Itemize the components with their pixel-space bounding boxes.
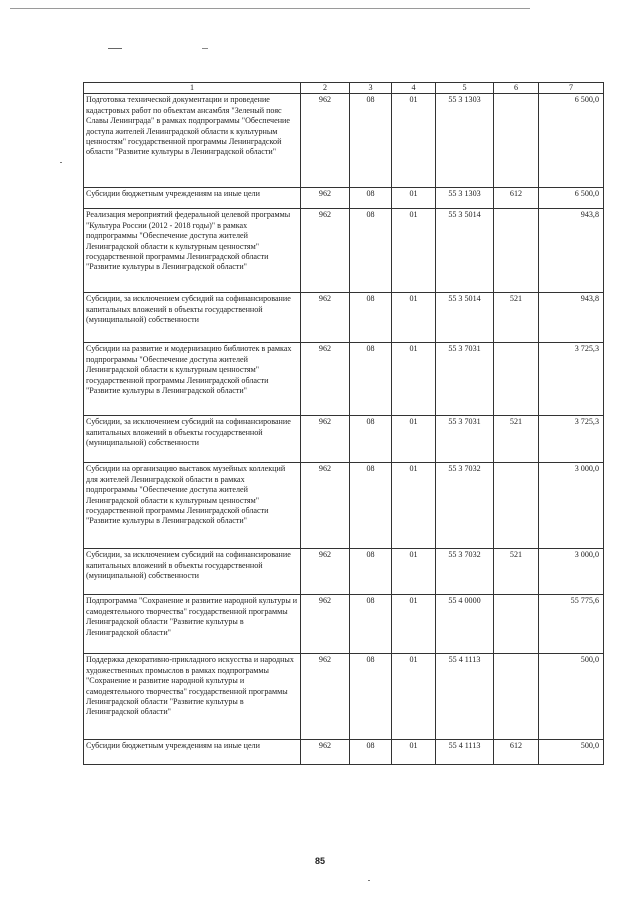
cell-target-article: 55 3 7031: [436, 416, 494, 463]
row-description: Подготовка технической документации и проведение кадастровых работ по объектам ансамбля "Зеленый пояс Славы Ленинграда" в рамках подпрограммы "Обеспечение доступа жителей Ленинградской области к культурным ценностям" государственной программы Ленинградской области "Развитие культуры в Ленинградской области": [84, 94, 301, 188]
cell-expense-type: 612: [494, 188, 539, 209]
cell-expense-type: 521: [494, 549, 539, 595]
row-description: Субсидии, за исключением субсидий на софинансирование капитальных вложений в объекты государственной (муниципальной) собственности: [84, 293, 301, 343]
table-row: [84, 416, 604, 463]
cell-subsection: 01: [392, 94, 436, 188]
column-header: 4: [392, 83, 436, 94]
cell-expense-type: [494, 343, 539, 416]
cell-ministry-code: 962: [301, 549, 350, 595]
cell-section: 08: [350, 188, 392, 209]
cell-ministry-code: 962: [301, 654, 350, 740]
cell-amount: 55 775,6: [539, 595, 604, 654]
cell-subsection: 01: [392, 549, 436, 595]
table-row: [84, 463, 604, 549]
cell-target-article: 55 4 1113: [436, 740, 494, 765]
cell-target-article: 55 3 7031: [436, 343, 494, 416]
cell-subsection: 01: [392, 416, 436, 463]
scan-edge-line: [10, 8, 530, 9]
cell-ministry-code: 962: [301, 416, 350, 463]
cell-ministry-code: 962: [301, 740, 350, 765]
table-row: [84, 595, 604, 654]
table-row: [84, 188, 604, 209]
row-description: Субсидии бюджетным учреждениям на иные цели: [84, 188, 301, 209]
cell-ministry-code: 962: [301, 188, 350, 209]
cell-ministry-code: 962: [301, 343, 350, 416]
column-header: 3: [350, 83, 392, 94]
cell-expense-type: 521: [494, 416, 539, 463]
row-description: Субсидии на развитие и модернизацию библиотек в рамках подпрограммы "Обеспечение доступа жителей Ленинградской области к культурным ценностям" государственной программы Ленинградской области "Развитие культуры в Ленинградской области": [84, 343, 301, 416]
cell-subsection: 01: [392, 595, 436, 654]
cell-target-article: 55 3 5014: [436, 209, 494, 293]
table-row: [84, 740, 604, 765]
column-header: 5: [436, 83, 494, 94]
table-row: [84, 293, 604, 343]
cell-section: 08: [350, 740, 392, 765]
cell-target-article: 55 3 1303: [436, 94, 494, 188]
cell-subsection: 01: [392, 343, 436, 416]
scan-mark: [202, 48, 208, 49]
scan-mark: [108, 48, 122, 49]
scan-speck: [368, 880, 370, 881]
cell-subsection: 01: [392, 293, 436, 343]
cell-section: 08: [350, 416, 392, 463]
cell-section: 08: [350, 343, 392, 416]
cell-subsection: 01: [392, 188, 436, 209]
cell-expense-type: [494, 94, 539, 188]
cell-section: 08: [350, 209, 392, 293]
cell-ministry-code: 962: [301, 463, 350, 549]
cell-expense-type: 612: [494, 740, 539, 765]
cell-target-article: 55 3 1303: [436, 188, 494, 209]
cell-ministry-code: 962: [301, 293, 350, 343]
column-header: 6: [494, 83, 539, 94]
cell-subsection: 01: [392, 654, 436, 740]
cell-amount: 6 500,0: [539, 94, 604, 188]
cell-subsection: 01: [392, 740, 436, 765]
table-row: [84, 549, 604, 595]
row-description: Субсидии, за исключением субсидий на софинансирование капитальных вложений в объекты государственной (муниципальной) собственности: [84, 549, 301, 595]
cell-amount: 500,0: [539, 740, 604, 765]
cell-section: 08: [350, 463, 392, 549]
table-row: [84, 654, 604, 740]
table-header-row: [84, 83, 604, 94]
cell-ministry-code: 962: [301, 94, 350, 188]
cell-ministry-code: 962: [301, 595, 350, 654]
cell-section: 08: [350, 293, 392, 343]
cell-amount: 943,8: [539, 293, 604, 343]
table-row: [84, 343, 604, 416]
cell-target-article: 55 3 7032: [436, 463, 494, 549]
cell-expense-type: [494, 595, 539, 654]
budget-table-container: [83, 82, 603, 765]
cell-section: 08: [350, 595, 392, 654]
cell-subsection: 01: [392, 463, 436, 549]
row-description: Подпрограмма "Сохранение и развитие народной культуры и самодеятельного творчества" государственной программы Ленинградской области "Развитие культуры в Ленинградской области": [84, 595, 301, 654]
table-row: [84, 209, 604, 293]
cell-amount: 3 725,3: [539, 343, 604, 416]
cell-amount: 3 725,3: [539, 416, 604, 463]
row-description: Субсидии на организацию выставок музейных коллекций для жителей Ленинградской области в рамках подпрограммы "Обеспечение доступа жителей Ленинградской области к культурным ценностям" государственной программы Ленинградской области "Развитие культуры в Ленинградской области": [84, 463, 301, 549]
cell-amount: 3 000,0: [539, 549, 604, 595]
page-number: 85: [314, 856, 325, 866]
row-description: Реализация мероприятий федеральной целевой программы "Культура России (2012 - 2018 годы)" в рамках подпрограммы "Обеспечение доступа жителей Ленинградской области к культурным ценностям" государственной программы Ленинградской области "Развитие культуры в Ленинградской области": [84, 209, 301, 293]
table-row: [84, 94, 604, 188]
cell-target-article: 55 3 5014: [436, 293, 494, 343]
cell-section: 08: [350, 654, 392, 740]
row-description: Поддержка декоративно-прикладного искусства и народных художественных промыслов в рамках подпрограммы "Сохранение и развитие народной культуры и самодеятельного творчества" государственной программы Ленинградской области "Развитие культуры в Ленинградской области": [84, 654, 301, 740]
budget-table: [83, 82, 604, 765]
cell-target-article: 55 4 1113: [436, 654, 494, 740]
column-header: 2: [301, 83, 350, 94]
cell-subsection: 01: [392, 209, 436, 293]
row-description: Субсидии бюджетным учреждениям на иные цели: [84, 740, 301, 765]
cell-amount: 6 500,0: [539, 188, 604, 209]
cell-ministry-code: 962: [301, 209, 350, 293]
row-description: Субсидии, за исключением субсидий на софинансирование капитальных вложений в объекты государственной (муниципальной) собственности: [84, 416, 301, 463]
cell-expense-type: [494, 209, 539, 293]
cell-amount: 500,0: [539, 654, 604, 740]
cell-expense-type: 521: [494, 293, 539, 343]
cell-target-article: 55 4 0000: [436, 595, 494, 654]
cell-target-article: 55 3 7032: [436, 549, 494, 595]
cell-section: 08: [350, 549, 392, 595]
cell-amount: 3 000,0: [539, 463, 604, 549]
column-header: 7: [539, 83, 604, 94]
cell-section: 08: [350, 94, 392, 188]
scan-speck: [60, 162, 62, 163]
cell-amount: 943,8: [539, 209, 604, 293]
cell-expense-type: [494, 654, 539, 740]
cell-expense-type: [494, 463, 539, 549]
column-header: 1: [84, 83, 301, 94]
